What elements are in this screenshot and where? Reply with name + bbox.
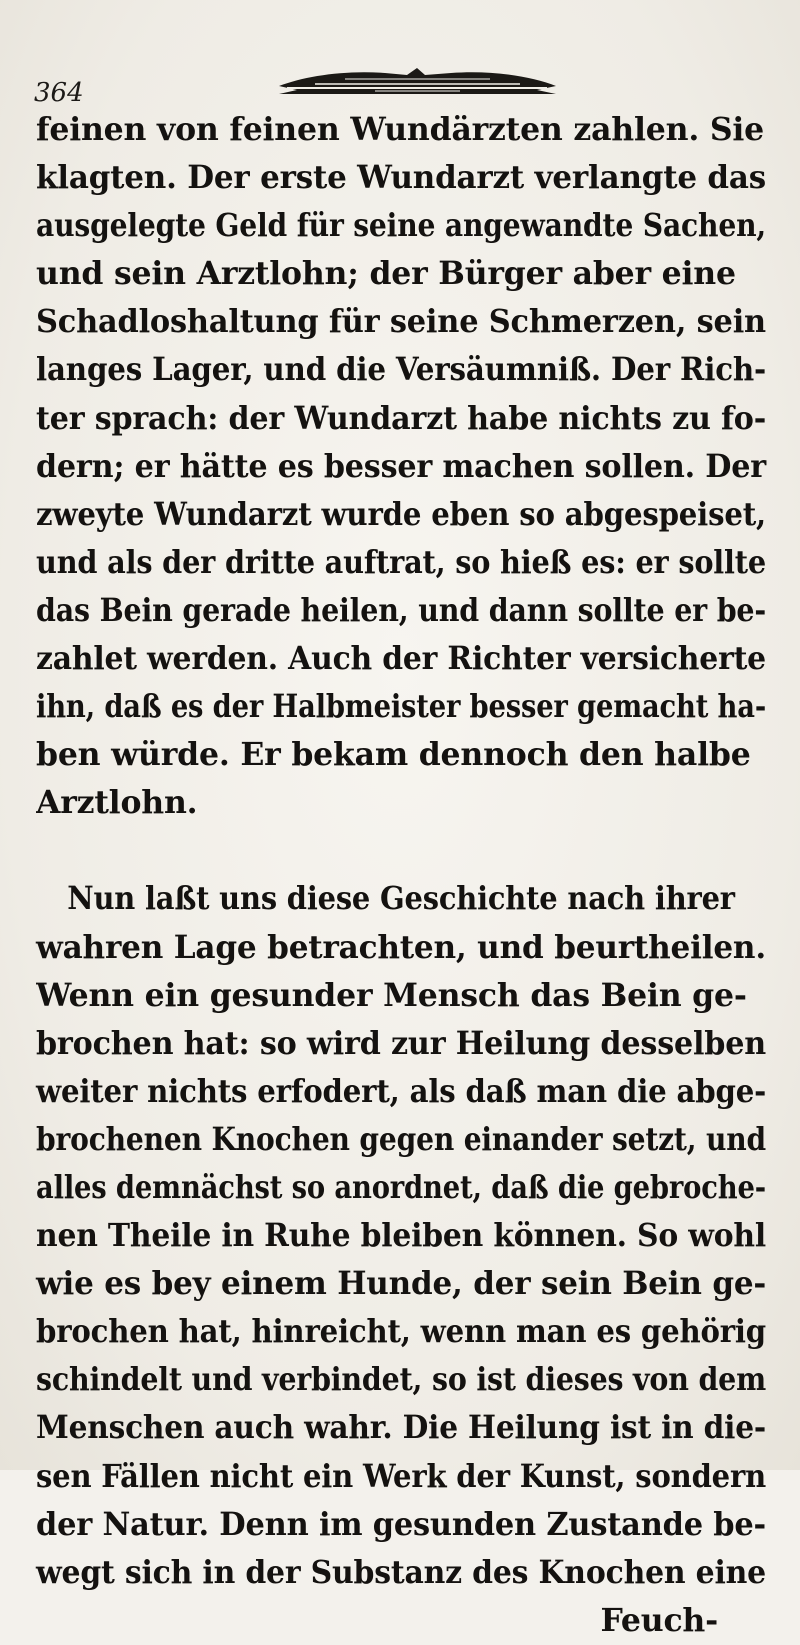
text-line: und als der dritte auftrat, so hieß es: er sollte [36,543,766,581]
text-line: wegt sich in der Substanz des Knochen eine [36,1553,767,1591]
text-line: ihn, daß es der Halbmeister besser gemacht ha- [36,688,767,726]
text-line: Menschen auch wahr. Die Heilung ist in die- [36,1409,767,1447]
text-line: und sein Arztlohn; der Bürger aber eine [36,255,736,293]
text-line: zahlet werden. Auch der Richter versicherte [36,640,766,678]
text-line: weiter nichts erfodert, als daß man die abge- [36,1072,767,1110]
paragraph-gap [36,827,776,875]
text-line: ter sprach: der Wundarzt habe nichts zu fo- [36,399,767,437]
text-line: schindelt und verbindet, so ist dieses von dem [36,1361,766,1399]
text-line: Arztlohn. [36,784,198,822]
text-line: Nun laßt uns diese Geschichte nach ihrer [67,880,735,918]
catchword: Feuch- [600,1601,718,1639]
text-line: brochen hat: so wird zur Heilung desselben [36,1024,767,1062]
text-line: der Natur. Denn im gesunden Zustande be- [36,1505,766,1543]
paragraph-2 [36,875,776,1596]
horizontal-rule-ornament [275,64,560,98]
text-line: brochen hat, hinreicht, wenn man es gehörig [36,1313,767,1351]
text-line: Schadloshaltung für seine Schmerzen, sein [36,303,766,341]
text-line: ben würde. Er bekam dennoch den halbe [36,736,751,774]
text-line: wahren Lage betrachten, und beurtheilen. [36,928,766,966]
text-line: nen Theile in Ruhe bleiben können. So wohl [36,1217,766,1255]
paragraph-1 [36,106,776,827]
text-line: wie es bey einem Hunde, der sein Bein ge- [36,1265,767,1303]
text-line: alles demnächst so anordnet, daß die gebroche- [36,1168,766,1206]
text-line: brochenen Knochen gegen einander setzt, und [36,1120,766,1158]
text-body [36,106,776,1645]
text-line: Wenn ein gesunder Mensch das Bein ge- [36,976,747,1014]
text-line: das Bein gerade heilen, und dann sollte er be- [36,591,767,629]
text-line: dern; er hätte es besser machen sollen. Der [36,447,767,485]
text-line: sen Fällen nicht ein Werk der Kunst, sondern [36,1457,767,1495]
text-line: zweyte Wundarzt wurde eben so abgespeiset, [36,495,767,533]
text-line: ausgelegte Geld für seine angewandte Sachen, [36,207,767,245]
page-number: 364 [34,78,84,108]
text-line: klagten. Der erste Wundarzt verlangte das [36,159,767,197]
text-line: feinen von feinen Wundärzten zahlen. Sie [36,111,765,148]
text-line: langes Lager, und die Versäumniß. Der Rich- [36,351,767,389]
